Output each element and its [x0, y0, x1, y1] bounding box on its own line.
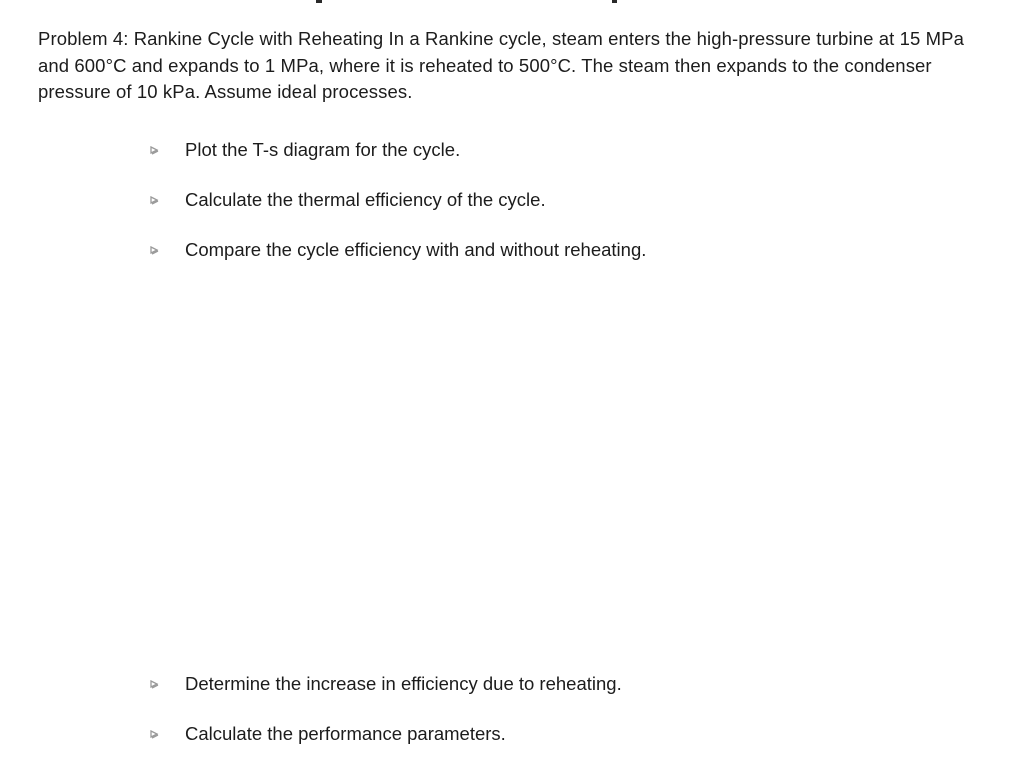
- task-label: Calculate the performance parameters.: [185, 723, 506, 744]
- bullet-arrow-icon: [148, 193, 162, 207]
- task-item-increase: [148, 671, 622, 697]
- task-item-efficiency: [148, 187, 546, 213]
- task-item-plot: [148, 137, 460, 163]
- bullet-arrow-icon: [148, 677, 162, 691]
- cropped-text-fragment: [316, 0, 322, 3]
- task-label: Determine the increase in efficiency due to reheating.: [185, 673, 622, 694]
- cropped-text-fragment: [612, 0, 617, 3]
- bullet-arrow-icon: [148, 143, 162, 157]
- task-label: Calculate the thermal efficiency of the cycle.: [185, 189, 546, 210]
- bullet-arrow-icon: [148, 243, 162, 257]
- task-label: Plot the T-s diagram for the cycle.: [185, 139, 461, 160]
- problem-statement: Problem 4: Rankine Cycle with Reheating In a Rankine cycle, steam enters the high-pressure turbine at 15 MPa and 600°C and expands to 1 MPa, where it is reheated to 500°C. The steam then expands to the condenser pressure of 10 kPa. Assume ideal processes.: [38, 28, 964, 102]
- task-item-compare: [148, 237, 646, 263]
- task-label: Compare the cycle efficiency with and without reheating.: [185, 239, 647, 260]
- task-item-performance: [148, 721, 506, 747]
- bullet-arrow-icon: [148, 727, 162, 741]
